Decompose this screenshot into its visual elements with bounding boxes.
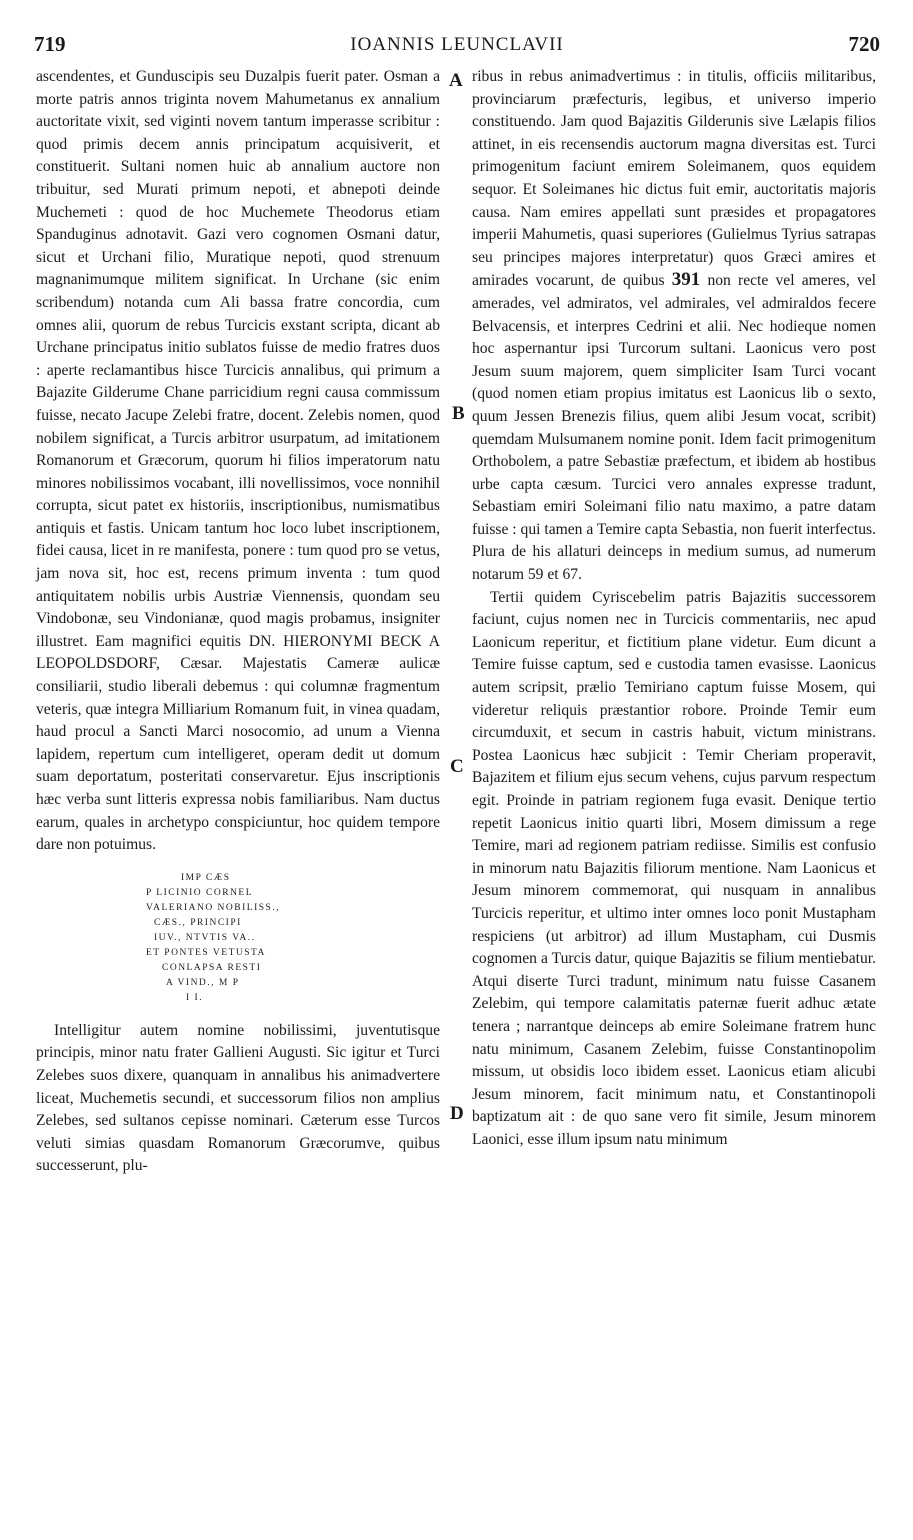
right-paragraph-1-part-1: ribus in rebus animadvertimus : in titulis, officiis militaribus, provinciarum præfecturis, legibus, et universo imperio constituendo. Jam quod Bajazitis Gilderunis sive Lælapis filios attinet, in eis recensendis auctorum magna diversitas est. Turci primogenitum faciunt emirem Soleimanem, quos equidem sequor. Et Soleimanes hic dictus fuit emir, auctoritatis majoris causa. Nam emires appellati sunt præsides et propagatores imperii Mahumetis, quasi superiores (Gulielmus Tyrius satrapas seu principes majores interpretatur) quos Græci amires et amirades vocarunt, de quibus <box>472 68 876 290</box>
left-paragraph-1: ascendentes, et Gunduscipis seu Duzalpis fuerit pater. Osman a morte patris annos triginta novem Mahumetanus ex annalium auctoritate vixit, sed viginti novem tantum imperasse scribitur : quod primis decem annis principatum acquisiverit, et constituerit. Sultani nomen huic ab annalium auctore non tribuitur, sed Murati primum nepoti, et abnepoti deinde Muchemeti : quod de hoc Muchemete Theodorus etiam Spanduginus adnotavit. Gazi vero cognomen Osmani datur, sicut et Urchani filio, Muratique nepoti, quod strenuum magnanimumque militem significat. In Urchane (sic enim scribendum) notanda cum Ali bassa fratre concordia, cum omnes alii, quorum de rebus Turcicis exstant scripta, dicant ab Urchane principatus initio sublatos fuisse de medio fratres duos : aperte reclamantibus hisce Turcicis annalibus, qui primum a Bajazite Gilderume Chane parricidium regni causa commissum fuisse, necato Jacupe Zelebi fratre, docent. Zelebis nomen, quod nobilem significat, a Turcis arbitror usurpatum, ad imitationem Romanorum et Græcorum, quorum hi filios imperatorum natu minores nobilissimos vocabant, illi novellissimos, voce nonnihil corrupta, sicut patet ex historiis, inscriptionibus, numismatibus antiquis et fastis. Unicam tantum hoc loco lubet inscriptionem, fidei causa, licet in re manifesta, ponere : tum quod pro se vetus, jam nova sit, hoc est, recens primum inventa : tum quod antiquitatem nobilis urbis Austriæ Viennensis, quondam seu Vindobonæ, seu Vindonianæ, quod magis probamus, insigniter illustret. Eam magnifici equitis DN. HIERONYMI BECK A LEOPOLDSDORF, Cæsar. Majestatis Cameræ aulicæ consiliarii, studio liberali debemus : qui columnæ fragmentum veteris, quæ integra Milliarium Romanum fuit, in vinea quadam, haud procul a Sancti Marci nosocomio, ad unum a Vienna lapidem, repertum cum intelligeret, operam dedit ut domum suam deportatum, posteritati conservaretur. Ejus inscriptionis hæc verba sunt litteris expressa nobis familiaribus. Nam ductus earum, quales in archetypo conspiciuntur, hoc quidem tempore dare non potuimus. <box>36 68 440 854</box>
left-column <box>36 66 440 1178</box>
inscription-line: IMP CÆS <box>181 872 231 883</box>
inscription-line: ET PONTES VETUSTA <box>146 947 266 958</box>
margin-letter-d: D <box>450 1103 464 1124</box>
inscription-line: P LICINIO CORNEL <box>146 887 254 898</box>
inscription-line: I I. <box>186 992 204 1003</box>
inscription-line: A VIND., M P <box>166 977 240 988</box>
note-number: 391 <box>671 269 701 291</box>
inscription-line: IUV., NTVTIS VA.. <box>154 932 256 943</box>
left-page-number: 719 <box>34 32 66 56</box>
right-paragraph-1-part-2: non recte vel ameres, vel amerades, vel admiratos, vel admirales, vel admiraldos fecere Belvacensis, et interpres Cedrini et alii. Nec hodieque nomen hoc aspernantur ipsi Turcorum sultani. Laonicus vero post Jesum suum majorem, quem simpliciter Isam Turci vocant (quod nomen etiam propius imitatus est Laonicus lib o sexto, quum Jessen Brenezis filius, quem alibi Jesum vocat, scribit) quemdam Mulsumanem nomine ponit. Idem facit primogenitum Orthobolem, a patre Sebastiæ præfectum, et ibidem ab hostibus urbe capta cæsum. Turcici vero annales expresse tradunt, Sebastiam emiri Soleimani filio natu maximo, a patre datam fuisse : qui tamen a Temire capta Sebastia, non fuerit interfectus. Plura de his allaturi deinceps in medium sumus, ad numerum notarum 59 et 67. <box>472 272 876 584</box>
right-paragraph-1 <box>472 66 876 587</box>
right-column <box>472 66 876 1152</box>
inscription-line: CONLAPSA RESTI <box>162 962 262 973</box>
roman-inscription <box>146 871 336 1006</box>
left-paragraph-2: Intelligitur autem nomine nobilissimi, juventutisque principis, minor natu frater Gallieni Augusti. Sic igitur et Turci Zelebes suos dixere, quanquam in annalibus his animadvertere liceat, Muchemetis secundi, et successorum filios non amplius Zelebes, sed sultanos cepisse nominari. Cæterum esse Turcos veluti simias quasdam Romanorum Græcorumve, quibus successerunt, plu- <box>36 1021 440 1175</box>
inscription-line: CÆS., PRINCIPI <box>154 917 242 928</box>
right-paragraph-2: Tertii quidem Cyriscebelim patris Bajazitis successorem faciunt, cujus nomen nec in Turcicis commentariis, nec apud Laonicum reperitur, et fictitium plane videtur. Eum dicunt a Temire fuisse captum, sed e custodia tamen evasisse. Laonicus autem scripsit, prælio Temiriano captum fuisse Mosem, qui videretur reliquis præstantior robore. Proinde Temir eum circumduxit, et secum in castris habuit, victum ministrans. Postea Laonicus hæc subjicit : Temir Cheriam properavit, Bajazitem et filium ejus secum vehens, cujus parvum respectum egit. Proinde in patriam regionem fuga evasit. Denique tertio repetit Laonicus initio quarti libri, Mosem dimissum a rege Temire, mari ad regionem patriam rediisse. Similis est confusio in minorum natu Bajazitis filiorum mentione. Nam Laonicus et Jesum minorem commemorat, qui nusquam in annalibus Turcicis reperitur, et ultimo inter omnes loco ponit Mustapham respiciens (ut arbitror) ad illum Mustapham, cui Dusmis cognomen a Turcis datur, quique Bajazitis se filium mentiebatur. Atqui diserte Turci tradunt, minimum natu fuisse Casanem Zelebim, qui tempore calamitatis paternæ fuerit adhuc ætate tenera ; narrantque deinceps ab emire Soleimane fratrem hunc natu minimum, Casanem Zelebim, fuisse Constantinopolim missum, ut obsidis loco ibidem esset. Laonicus etiam alicubi Jesum minorem, facit minimum natu, et Constantinopoli baptizatum ait : de quo sane vero fit simile, Jesum minorem Laonici, esse illum ipsum natu minimum <box>472 588 876 1148</box>
inscription-line: VALERIANO NOBILISS., <box>146 902 281 913</box>
running-head: IOANNIS LEUNCLAVII <box>350 34 564 55</box>
page-header <box>34 32 880 58</box>
margin-letter-c: C <box>450 756 464 777</box>
right-page-number: 720 <box>848 32 880 56</box>
margin-letter-b: B <box>452 403 465 424</box>
margin-letter-a: A <box>449 70 463 91</box>
